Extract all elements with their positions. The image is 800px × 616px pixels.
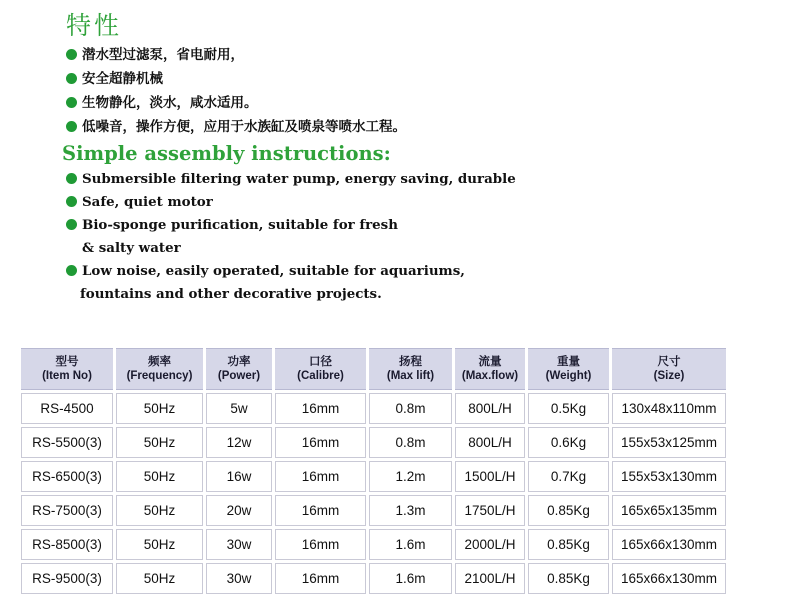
table-cell: 50Hz xyxy=(116,495,203,526)
table-cell: RS-9500(3) xyxy=(21,563,113,594)
table-cell: 165x66x130mm xyxy=(612,563,726,594)
column-header: 型号 (Item No) xyxy=(21,348,113,390)
table-header-row xyxy=(21,348,726,390)
features-list-cn xyxy=(66,43,406,139)
table-cell: RS-4500 xyxy=(21,393,113,424)
table-cell: 1.6m xyxy=(369,529,452,560)
table-row xyxy=(21,563,726,594)
table-cell: 16mm xyxy=(275,461,366,492)
feature-item-en: Safe, quiet motor xyxy=(66,191,516,214)
table-cell: 2100L/H xyxy=(455,563,525,594)
table-cell: 1750L/H xyxy=(455,495,525,526)
feature-item-en: Low noise, easily operated, suitable for aquariums, fountains and other decorative projects. xyxy=(66,260,516,306)
table-row xyxy=(21,461,726,492)
table-cell: 0.5Kg xyxy=(528,393,609,424)
table-cell: 2000L/H xyxy=(455,529,525,560)
table-cell: 12w xyxy=(206,427,272,458)
table-cell: 800L/H xyxy=(455,393,525,424)
bullet-icon xyxy=(66,219,77,230)
table-cell: 1500L/H xyxy=(455,461,525,492)
column-header: 口径 (Calibre) xyxy=(275,348,366,390)
table-cell: 0.7Kg xyxy=(528,461,609,492)
table-cell: 0.85Kg xyxy=(528,495,609,526)
table-cell: 1.3m xyxy=(369,495,452,526)
table-row xyxy=(21,495,726,526)
table-cell: 50Hz xyxy=(116,563,203,594)
table-row xyxy=(21,393,726,424)
bullet-icon xyxy=(66,73,77,84)
table-cell: 50Hz xyxy=(116,529,203,560)
features-title-cn: 特性 xyxy=(66,11,123,40)
features-list-en xyxy=(66,168,516,306)
table-cell: 1.6m xyxy=(369,563,452,594)
table-cell: 0.85Kg xyxy=(528,529,609,560)
column-header: 扬程 (Max lift) xyxy=(369,348,452,390)
bullet-icon xyxy=(66,97,77,108)
table-cell: RS-7500(3) xyxy=(21,495,113,526)
feature-item-cn: 安全超静机械 xyxy=(66,67,406,91)
table-cell: 1.2m xyxy=(369,461,452,492)
table-cell: 16mm xyxy=(275,495,366,526)
column-header: 功率 (Power) xyxy=(206,348,272,390)
table-cell: 0.85Kg xyxy=(528,563,609,594)
feature-item-cn: 潜水型过滤泵，省电耐用， xyxy=(66,43,406,67)
table-cell: RS-6500(3) xyxy=(21,461,113,492)
bullet-icon xyxy=(66,173,77,184)
feature-item-en: Bio-sponge purification, suitable for fresh & salty water xyxy=(66,214,516,260)
table-cell: 165x65x135mm xyxy=(612,495,726,526)
table-row xyxy=(21,427,726,458)
table-cell: 50Hz xyxy=(116,427,203,458)
column-header: 重量 (Weight) xyxy=(528,348,609,390)
table-cell: 16mm xyxy=(275,427,366,458)
table-cell: 130x48x110mm xyxy=(612,393,726,424)
table-cell: RS-8500(3) xyxy=(21,529,113,560)
instructions-title-en: Simple assembly instructions: xyxy=(62,142,391,165)
table-cell: 16mm xyxy=(275,529,366,560)
bullet-icon xyxy=(66,121,77,132)
table-cell: 0.8m xyxy=(369,427,452,458)
table-row xyxy=(21,529,726,560)
table-cell: 155x53x125mm xyxy=(612,427,726,458)
table-cell: 16w xyxy=(206,461,272,492)
spec-table xyxy=(18,345,729,597)
table-cell: 50Hz xyxy=(116,393,203,424)
table-cell: 155x53x130mm xyxy=(612,461,726,492)
table-cell: 16mm xyxy=(275,563,366,594)
feature-item-cn: 低噪音，操作方便，应用于水族缸及喷泉等喷水工程。 xyxy=(66,115,406,139)
bullet-icon xyxy=(66,196,77,207)
table-cell: 50Hz xyxy=(116,461,203,492)
bullet-icon xyxy=(66,49,77,60)
table-cell: RS-5500(3) xyxy=(21,427,113,458)
table-cell: 20w xyxy=(206,495,272,526)
feature-item-en: Submersible filtering water pump, energy saving, durable xyxy=(66,168,516,191)
column-header: 频率 (Frequency) xyxy=(116,348,203,390)
table-cell: 0.6Kg xyxy=(528,427,609,458)
table-cell: 800L/H xyxy=(455,427,525,458)
table-cell: 30w xyxy=(206,563,272,594)
bullet-icon xyxy=(66,265,77,276)
table-cell: 16mm xyxy=(275,393,366,424)
column-header: 尺寸 (Size) xyxy=(612,348,726,390)
table-cell: 0.8m xyxy=(369,393,452,424)
table-cell: 5w xyxy=(206,393,272,424)
column-header: 流量 (Max.flow) xyxy=(455,348,525,390)
table-cell: 165x66x130mm xyxy=(612,529,726,560)
table-cell: 30w xyxy=(206,529,272,560)
feature-item-cn: 生物静化，淡水，咸水适用。 xyxy=(66,91,406,115)
